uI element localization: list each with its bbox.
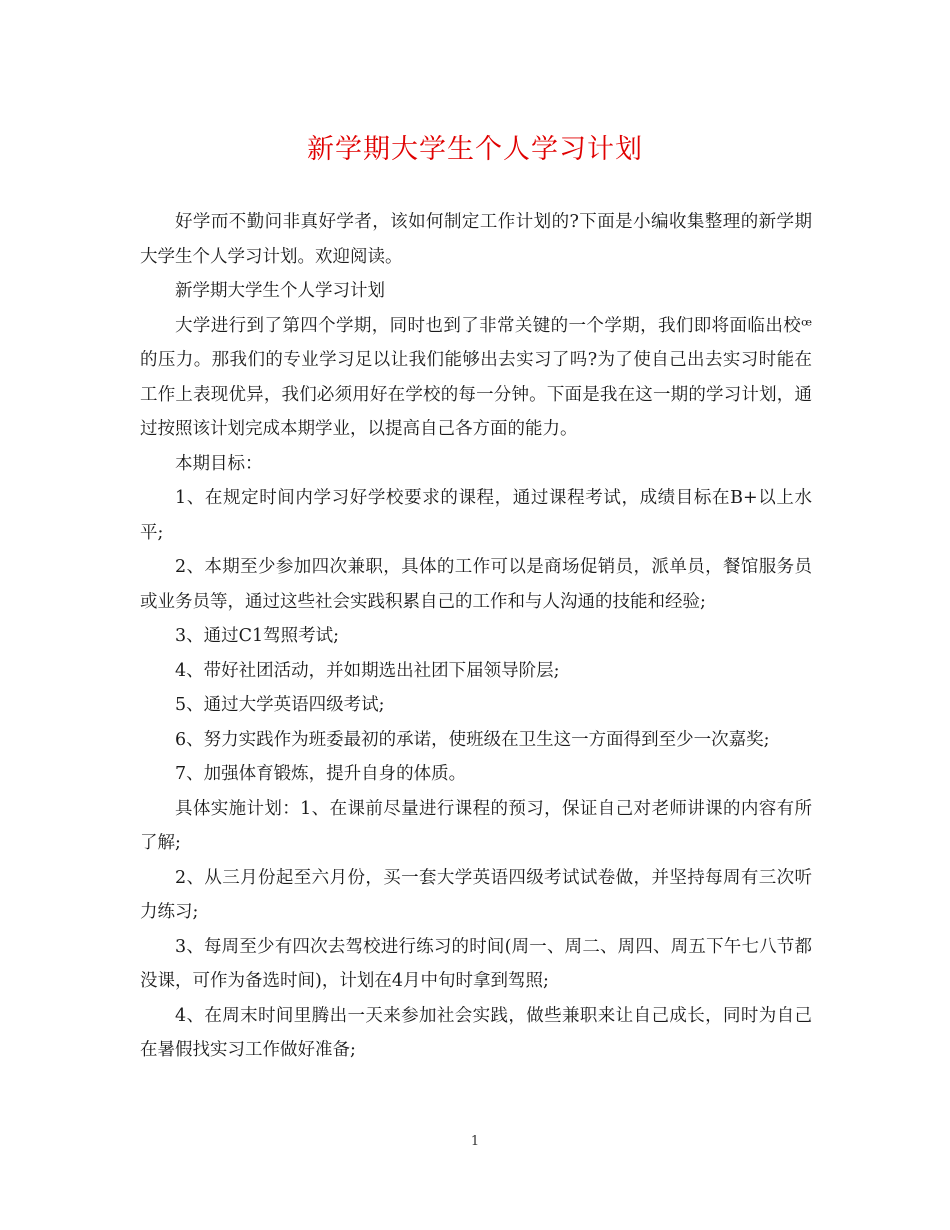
paragraph-plan-2: 2、从三月份起至六月份，买一套大学英语四级考试试卷做，并坚持每周有三次听力练习;: [140, 867, 812, 922]
paragraph-goal-1: 1、在规定时间内学习好学校要求的课程，通过课程考试，成绩目标在B+以上水平;: [140, 488, 812, 543]
paragraph-plan-4: 4、在周末时间里腾出一天来参加社会实践，做些兼职来让自己成长，同时为自己在暑假找实习工作做好准备;: [140, 1005, 812, 1060]
document-title: 新学期大学生个人学习计划: [307, 134, 643, 165]
paragraph-goal-3: 3、通过C1驾照考试;: [175, 626, 340, 646]
paragraph-goal-6: 6、努力实践作为班委最初的承诺，使班级在卫生这一方面得到至少一次嘉奖;: [175, 729, 770, 750]
paragraph-goal-5: 5、通过大学英语四级考试;: [175, 695, 385, 715]
document-body: [140, 205, 812, 1068]
paragraph-goals-heading: 本期目标：: [175, 453, 263, 474]
paragraph-plan-1: 具体实施计划：1、在课前尽量进行课程的预习，保证自己对老师讲课的内容有所了解;: [140, 798, 812, 853]
paragraph-intro: 好学而不勤问非真好学者，该如何制定工作计划的?下面是小编收集整理的新学期大学生个人学习计划。欢迎阅读。: [140, 212, 812, 267]
paragraph-background: 大学进行到了第四个学期，同时也到了非常关键的一个学期，我们即将面临出校ꟹ的压力。那我们的专业学习足以让我们能够出去实习了吗?为了使自己出去实习时能在工作上表现优异，我们必须用好在学校的每一分钟。下面是我在这一期的学习计划，通过按照该计划完成本期学业，以提高自己各方面的能力。: [140, 315, 812, 439]
paragraph-plan-3: 3、每周至少有四次去驾校进行练习的时间(周一、周二、周四、周五下午七八节都没课，可作为备选时间)，计划在4月中旬时拿到驾照;: [140, 936, 812, 991]
paragraph-subtitle: 新学期大学生个人学习计划: [175, 281, 385, 301]
paragraph-goal-7: 7、加强体育锻炼，提升自身的体质。: [175, 764, 467, 784]
paragraph-goal-4: 4、带好社团活动，并如期选出社团下届领导阶层;: [175, 660, 560, 681]
page-number: 1: [470, 1134, 480, 1149]
paragraph-goal-2: 2、本期至少参加四次兼职，具体的工作可以是商场促销员，派单员，餐馆服务员或业务员等，通过这些社会实践积累自己的工作和与人沟通的技能和经验;: [140, 557, 812, 612]
